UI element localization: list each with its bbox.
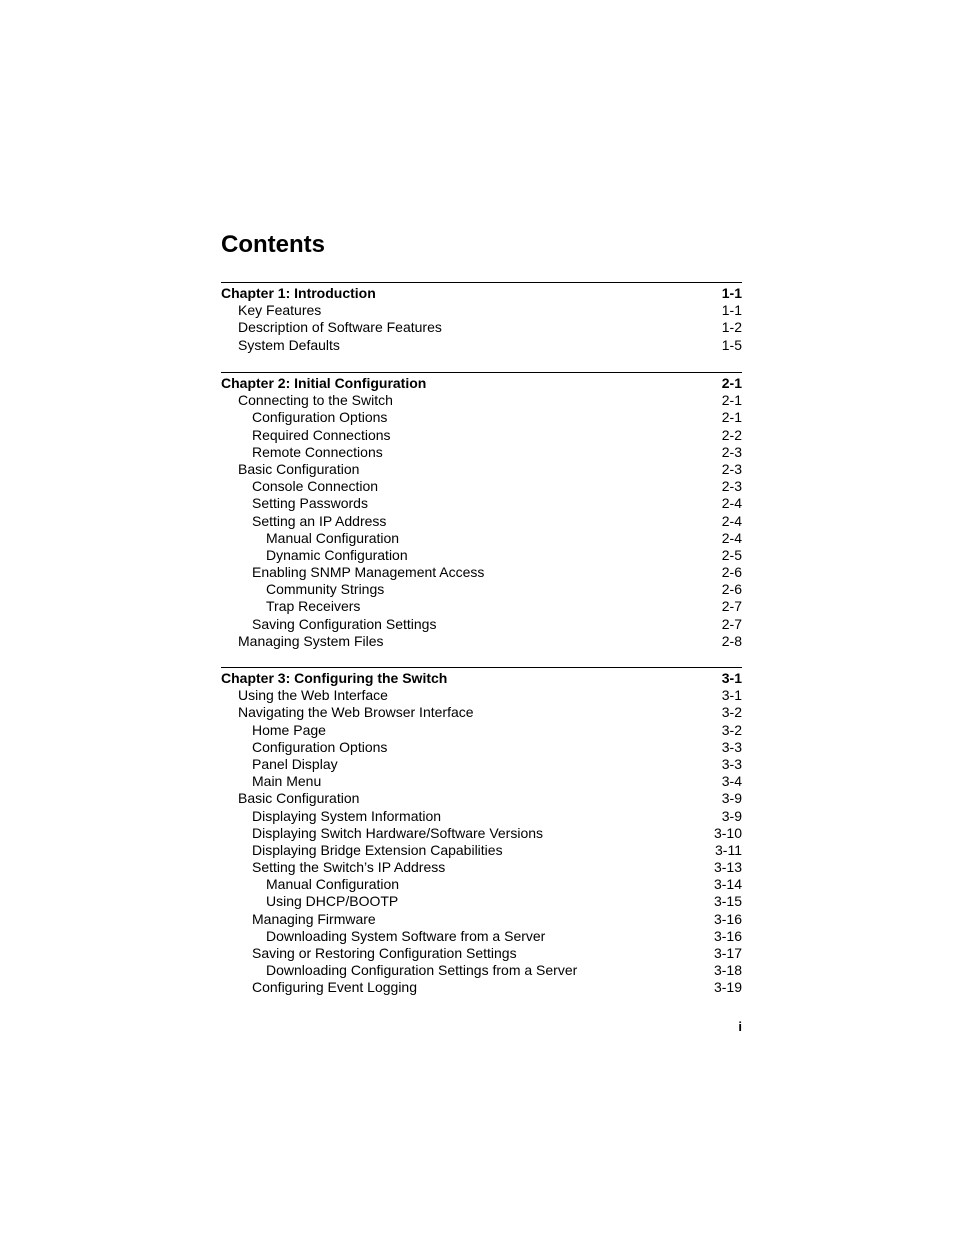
toc-entry[interactable]: [221, 530, 742, 547]
toc-entry[interactable]: [221, 427, 742, 444]
toc-page-number: 2-8: [721, 632, 742, 649]
toc-page-number: 1-1: [721, 302, 742, 319]
toc-entry[interactable]: [221, 409, 742, 426]
toc-page-number: 2-4: [721, 495, 742, 512]
toc-page-number: 3-18: [713, 962, 742, 979]
toc-page-number: 2-6: [721, 581, 742, 598]
toc-entry[interactable]: [221, 876, 742, 893]
toc-page-number: 2-1: [721, 392, 742, 409]
toc-page-number: 1-5: [721, 336, 742, 353]
toc-entry-title: Panel Display: [252, 755, 338, 772]
toc-entry-title: Community Strings: [266, 581, 385, 598]
chapter-section-3: [221, 667, 742, 997]
toc-entry[interactable]: [221, 704, 742, 721]
toc-entry[interactable]: [221, 773, 742, 790]
toc-entry[interactable]: [221, 739, 742, 756]
page-number: i: [738, 1019, 742, 1034]
toc-entry-title: Managing Firmware: [252, 910, 376, 927]
toc-entry-title: Main Menu: [252, 773, 322, 790]
toc-page-number: 2-7: [721, 615, 742, 632]
toc-page-number: 3-14: [713, 876, 742, 893]
toc-entry-title: Configuring Event Logging: [252, 979, 418, 996]
toc-entry[interactable]: [221, 495, 742, 512]
toc-entry[interactable]: [221, 825, 742, 842]
toc-entry-title: Required Connections: [252, 426, 391, 443]
toc-page-number: 3-10: [713, 824, 742, 841]
toc-entry[interactable]: [221, 808, 742, 825]
toc-entry-title: Downloading Configuration Settings from a Server: [266, 962, 578, 979]
toc-entry[interactable]: [221, 633, 742, 650]
toc-entry-title: Chapter 3: Configuring the Switch: [221, 670, 448, 686]
toc-page-number: 3-13: [713, 859, 742, 876]
toc-entry[interactable]: [221, 893, 742, 910]
toc-entry-title: Manual Configuration: [266, 529, 400, 546]
toc-entry[interactable]: [221, 478, 742, 495]
toc-entry[interactable]: [221, 337, 742, 354]
toc-entry-title: Manual Configuration: [266, 876, 400, 893]
toc-page-number: 2-4: [721, 512, 742, 529]
toc-page-number: 3-19: [713, 979, 742, 996]
toc-page-number: 3-2: [721, 704, 742, 721]
toc-entry-title: Setting Passwords: [252, 495, 368, 512]
toc-entry-title: Saving Configuration Settings: [252, 615, 437, 632]
toc-entry-title: Chapter 1: Introduction: [221, 285, 376, 301]
toc-page-number: 3-16: [713, 927, 742, 944]
toc-entry[interactable]: [221, 513, 742, 530]
toc-page-number: 2-3: [721, 443, 742, 460]
toc-page-number: 1-1: [721, 285, 742, 301]
toc-entry[interactable]: [221, 547, 742, 564]
toc-page-number: 3-15: [713, 893, 742, 910]
toc-page-number: 3-4: [721, 773, 742, 790]
toc-entry[interactable]: [221, 928, 742, 945]
toc-entry[interactable]: [221, 790, 742, 807]
toc-entry-title: Managing System Files: [238, 632, 384, 649]
chapter-heading[interactable]: [221, 285, 742, 302]
chapter-heading[interactable]: [221, 375, 742, 392]
toc-entry-title: Navigating the Web Browser Interface: [238, 704, 474, 721]
toc-entry[interactable]: [221, 302, 742, 319]
chapter-section-2: [221, 372, 742, 650]
toc-entry-title: Home Page: [252, 721, 326, 738]
toc-page-number: 3-3: [721, 738, 742, 755]
toc-entry-title: Key Features: [238, 302, 322, 319]
toc-entry-title: Saving or Restoring Configuration Settings: [252, 945, 517, 961]
toc-page-number: 2-1: [721, 409, 742, 426]
toc-page-number: 3-1: [721, 670, 742, 686]
toc-entry-title: Remote Connections: [252, 443, 383, 460]
toc-entry[interactable]: [221, 979, 742, 996]
toc-entry-title: Setting an IP Address: [252, 512, 387, 529]
toc-page-number: 3-9: [721, 807, 742, 824]
toc-entry-title: Basic Configuration: [238, 790, 360, 807]
chapter-section-1: [221, 282, 742, 354]
toc-entry-title: Downloading System Software from a Server: [266, 927, 546, 944]
toc-page-number: 2-5: [721, 546, 742, 563]
toc-page-number: 2-4: [721, 529, 742, 546]
toc-entry-title: Displaying Switch Hardware/Software Versions: [252, 824, 544, 841]
toc-entry[interactable]: [221, 962, 742, 979]
toc-entry[interactable]: [221, 319, 742, 336]
toc-entry[interactable]: [221, 598, 742, 615]
toc-entry[interactable]: [221, 945, 742, 962]
toc-entry-title: Using the Web Interface: [238, 687, 388, 704]
toc-entry-title: System Defaults: [238, 336, 340, 353]
toc-entry-title: Enabling SNMP Management Access: [252, 564, 485, 581]
toc-page-number: 3-17: [713, 945, 742, 961]
toc-page-number: 3-3: [721, 755, 742, 772]
toc-entry[interactable]: [221, 859, 742, 876]
toc-page-number: 2-3: [721, 478, 742, 495]
toc-page-number: 2-1: [721, 375, 742, 391]
toc-page-number: 3-9: [721, 790, 742, 807]
toc-entry-title: Console Connection: [252, 478, 379, 495]
toc-entry-title: Chapter 2: Initial Configuration: [221, 375, 427, 391]
toc-entry-title: Displaying Bridge Extension Capabilities: [252, 841, 503, 858]
toc-page-number: 3-11: [715, 841, 742, 858]
toc-entry[interactable]: [221, 842, 742, 859]
toc-entry[interactable]: [221, 444, 742, 461]
toc-entry[interactable]: [221, 722, 742, 739]
toc-page-number: 3-1: [721, 687, 742, 704]
toc-entry[interactable]: [221, 392, 742, 409]
toc-page-number: 2-6: [721, 564, 742, 581]
toc-page-number: 3-2: [721, 721, 742, 738]
toc-entry[interactable]: [221, 564, 742, 581]
toc-entry[interactable]: [221, 687, 742, 704]
toc-entry-title: Displaying System Information: [252, 807, 442, 824]
toc-entry[interactable]: [221, 911, 742, 928]
toc-page-number: 2-7: [721, 598, 742, 615]
toc-entry-title: Trap Receivers: [266, 598, 361, 615]
toc-entry-title: Connecting to the Switch: [238, 392, 393, 409]
page-title: Contents: [221, 231, 325, 258]
toc-page-number: 3-16: [713, 910, 742, 927]
toc-page-number: 2-2: [721, 426, 742, 443]
toc-entry-title: Configuration Options: [252, 409, 388, 426]
toc-entry[interactable]: [221, 461, 742, 478]
toc-page-number: 1-2: [721, 319, 742, 336]
toc-entry-title: Using DHCP/BOOTP: [266, 893, 399, 910]
toc-entry-title: Basic Configuration: [238, 460, 360, 477]
toc-entry[interactable]: [221, 756, 742, 773]
toc-entry-title: Setting the Switch’s IP Address: [252, 859, 446, 876]
toc-entry-title: Dynamic Configuration: [266, 546, 408, 563]
toc-entry-title: Description of Software Features: [238, 319, 442, 336]
toc-page-number: 2-3: [721, 460, 742, 477]
toc-entry[interactable]: [221, 616, 742, 633]
toc-entry-title: Configuration Options: [252, 738, 388, 755]
toc-entry[interactable]: [221, 581, 742, 598]
chapter-heading[interactable]: [221, 670, 742, 687]
